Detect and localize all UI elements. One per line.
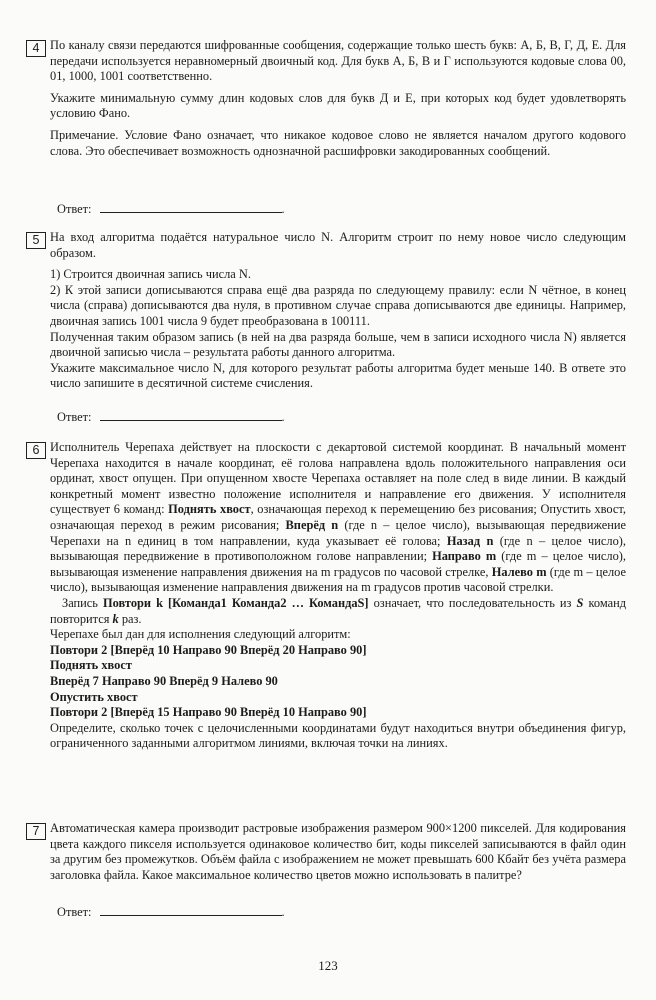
cmd-right: Направо m — [432, 549, 497, 564]
cmd-lift-tail: Поднять хвост — [168, 502, 251, 517]
cmd-forward: Вперёд n — [285, 517, 339, 532]
task-6-repeat-desc: Запись Повтори k [Команда1 Команда2 … КомандаS] означает, что последовательность из S команд повторится k раз. — [50, 595, 627, 626]
answer-label: Ответ: — [57, 202, 92, 216]
task-5-step-2: 2) К этой записи дописываются справа ещё два разряда по следующему правилу: если N чётное, в конец числа (справа) дописываются два нуля, в противном случае справа дописываются две единицы. Например, двоичная запись 1001 числа 9 будет преобразована в 100111. — [50, 282, 626, 328]
task-7 — [26, 821, 626, 883]
task-7-answer — [57, 904, 656, 921]
task-5 — [26, 230, 626, 392]
task-4-question: Укажите минимальную сумму длин кодовых слов для букв Д и Е, при которых код будет удовлетворять условию Фано. — [50, 90, 626, 121]
task-6-algorithm-intro: Черепахе был дан для исполнения следующий алгоритм: — [50, 627, 351, 642]
task-6 — [26, 440, 626, 752]
answer-field[interactable] — [100, 201, 282, 213]
task-5-question: Укажите максимальное число N, для которого результат работы алгоритма будет меньше 140. В ответе это число запишите в десятичной системе счисления. — [50, 360, 626, 391]
task-number-box: 4 — [26, 40, 46, 57]
task-6-question: Определите, сколько точек с целочисленными координатами будут находиться внутри объединения фигур, ограниченного заданными алгоритмом линиями, включая точки на линиях. — [50, 720, 626, 751]
task-number-box: 6 — [26, 442, 46, 459]
page-number: 123 — [318, 958, 338, 973]
task-number-box: 5 — [26, 232, 46, 249]
code-line: Поднять хвост — [50, 658, 132, 673]
task-4 — [26, 38, 626, 159]
task-5-step-1: 1) Строится двоичная запись числа N. — [50, 267, 251, 282]
code-line: Повтори 2 [Вперёд 10 Направо 90 Вперёд 20 Направо 90] — [50, 642, 367, 657]
answer-end: . — [281, 202, 285, 216]
answer-end: . — [281, 410, 285, 424]
code-line: Опустить хвост — [50, 689, 138, 704]
answer-field[interactable] — [100, 904, 282, 916]
task-number-box: 7 — [26, 823, 46, 840]
task-4-answer — [57, 201, 656, 218]
code-line: Вперёд 7 Направо 90 Вперёд 9 Налево 90 — [50, 673, 278, 688]
answer-field[interactable] — [100, 409, 282, 421]
task-4-condition: По каналу связи передаются шифрованные сообщения, содержащие только шесть букв: А, Б, В, Г, Д, Е. Для передачи используется неравномерный двоичный код. Для букв А, Б, В и Г используются кодовые слова 00, 01, 1000, 1001 соответственно. — [50, 38, 626, 84]
task-5-result: Полученная таким образом запись (в ней на два разряда больше, чем в записи исходного числа N) является двоичной записью числа – результата работы данного алгоритма. — [50, 329, 626, 360]
task-6-description: Исполнитель Черепаха действует на плоскости с декартовой системой координат. В начальный момент Черепаха находится в начале координат, её голова направлена вдоль положительного направления оси ординат, хвост опущен. При опущенном хвосте Черепаха оставляет на поле след в виде линии. В каждый конкретный момент известно положение исполнителя и направление его движения. У исполнителя существует 6 команд: Поднять хвост, означающая переход к перемещению без рисования; Опустить хвост, означающая переход в режим рисования; Вперёд n (где n – целое число), вызывающая передвижение Черепахи на n единиц в том направлении, куда указывает её голова; Назад n (где n – целое число), вызывающая передвижение в противоположном голове направлении; Направо m (где m – целое число), вызывающая изменение направления движения на m градусов по часовой стрелке, Налево m (где m – целое число), вызывающая изменение направления движения на m градусов против часовой стрелки. — [50, 440, 627, 595]
answer-end: . — [281, 905, 285, 919]
answer-label: Ответ: — [57, 905, 92, 919]
answer-label: Ответ: — [57, 410, 92, 424]
code-line: Повтори 2 [Вперёд 15 Направо 90 Вперёд 10 Направо 90] — [50, 705, 367, 720]
task-5-intro: На вход алгоритма подаётся натуральное число N. Алгоритм строит по нему новое число следующим образом. — [50, 230, 626, 260]
task-7-condition: Автоматическая камера производит растровые изображения размером 900×1200 пикселей. Для кодирования цвета каждого пикселя используется одинаковое количество бит, коды пикселей записываются в файл один за другим без промежутков. Объём файла с изображением не может превышать 600 Кбайт без учёта размера заголовка файла. Какое максимальное количество цветов можно использовать в палитре? — [50, 821, 626, 882]
cmd-repeat: Повтори k [Команда1 Команда2 … КомандаS] — [103, 595, 369, 610]
task-5-answer — [57, 409, 656, 426]
cmd-back: Назад n — [446, 533, 494, 548]
task-4-note: Примечание. Условие Фано означает, что никакое кодовое слово не является началом другого кодового слова. Это обеспечивает возможность однозначной расшифровки закодированных сообщений. — [50, 127, 626, 158]
cmd-left: Налево m — [491, 564, 547, 579]
